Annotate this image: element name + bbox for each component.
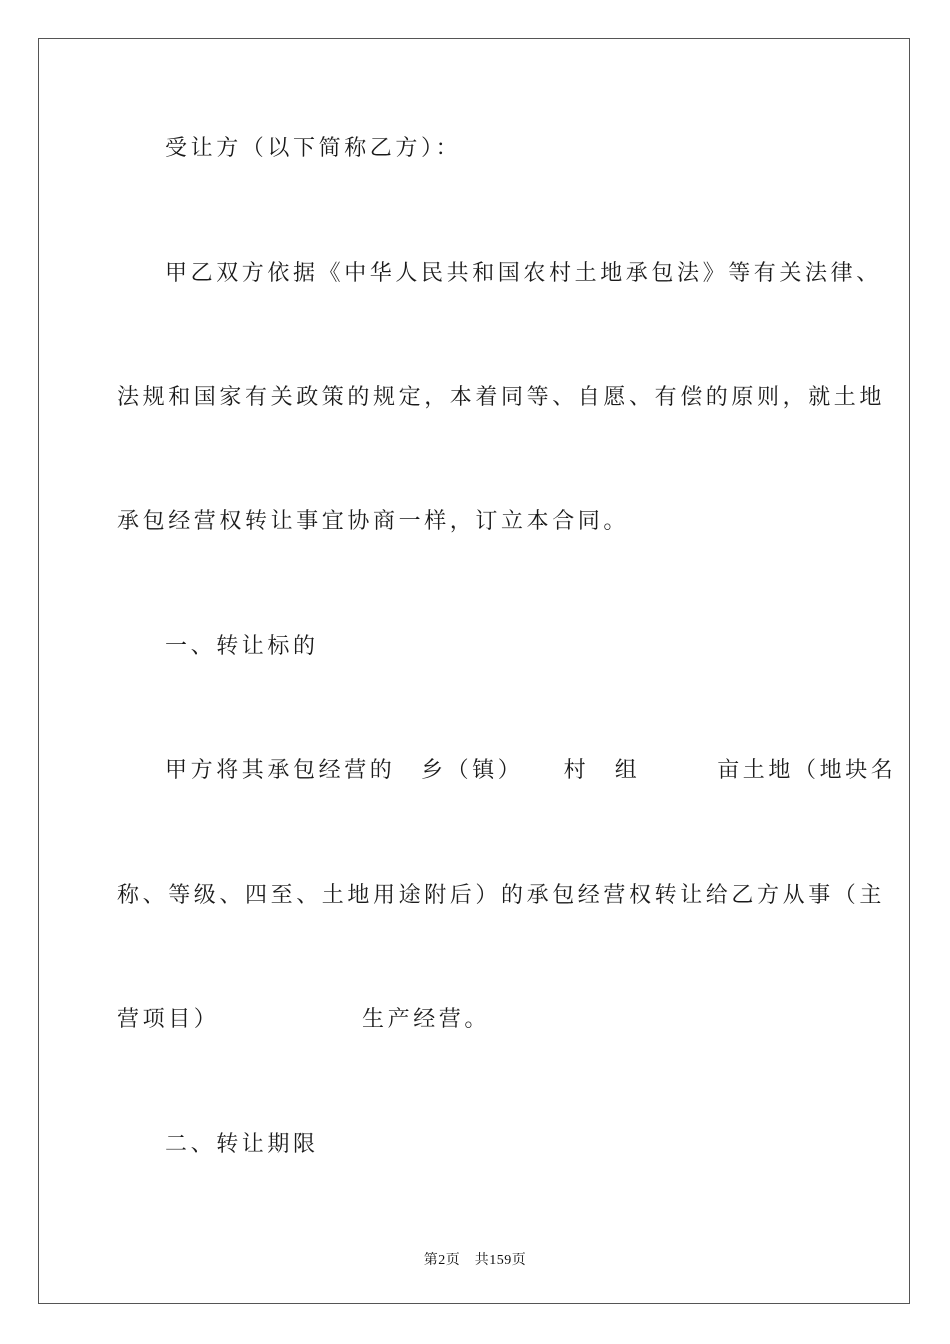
section-heading-1: 一、转让标的 (165, 634, 319, 659)
paragraph-intro-line-2: 法规和国家有关政策的规定，本着同等、自愿、有偿的原则，就土地 (117, 385, 886, 410)
transferee-line: 受让方（以下简称乙方）： (165, 136, 462, 161)
paragraph-intro-line-3: 承包经营权转让事宜协商一样，订立本合同。 (117, 509, 630, 534)
paragraph-intro-line-1: 甲乙双方依据《中华人民共和国农村土地承包法》等有关法律、 (165, 261, 882, 286)
section-1-line-1: 甲方将其承包经营的 乡（镇） 村 组 亩土地（地块名 (165, 758, 897, 783)
section-heading-2: 二、转让期限 (165, 1132, 319, 1157)
page-border (38, 38, 910, 1304)
page-number-footer: 第2页 共159页 (423, 1253, 527, 1268)
section-1-line-2: 称、等级、四至、土地用途附后）的承包经营权转让给乙方从事（主 (117, 883, 886, 908)
section-1-line-3: 营项目） 生产经营。 (117, 1007, 491, 1032)
